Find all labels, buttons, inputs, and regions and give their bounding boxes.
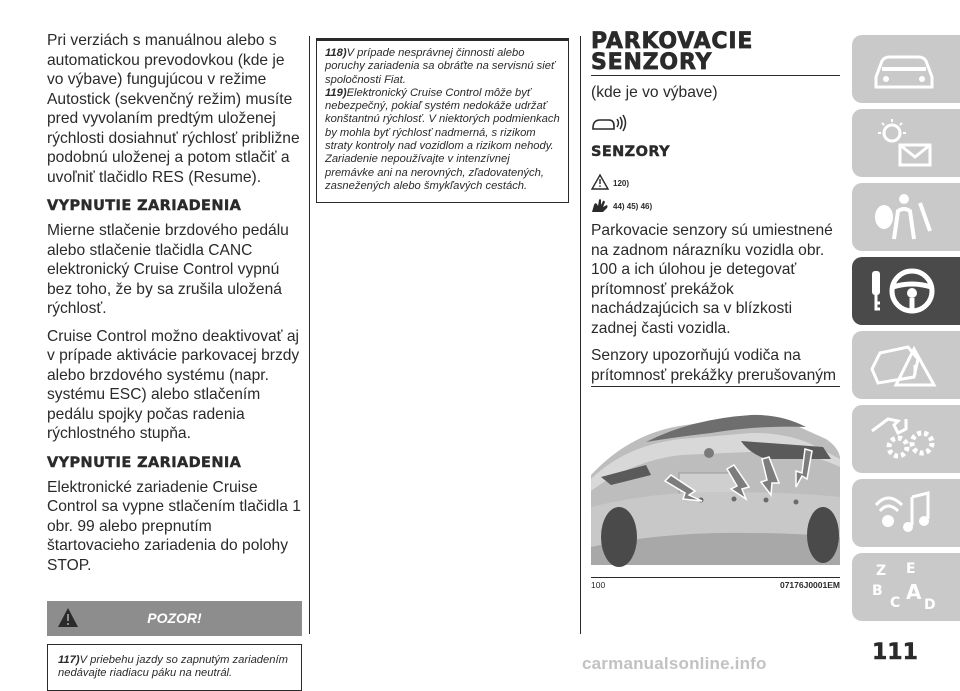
tab-starting-driving[interactable]	[852, 257, 960, 325]
svg-text:E: E	[906, 561, 916, 577]
warning-title: POZOR!	[147, 610, 202, 626]
tab-warning-lights[interactable]	[852, 109, 960, 177]
warning-lights-icon	[868, 117, 940, 169]
tab-maintenance[interactable]	[852, 405, 960, 473]
accident-icon	[868, 339, 940, 391]
watermark: carmanualsonline.info	[582, 654, 767, 673]
warning-triangle-icon	[591, 174, 609, 190]
tab-emergency[interactable]	[852, 331, 960, 399]
parking-sensor-icon	[591, 114, 840, 132]
chapter-tabs	[852, 35, 960, 627]
svg-text:Z: Z	[876, 563, 887, 579]
section-heading-deactivation-2: VYPNUTIE ZARIADENIA	[47, 454, 242, 471]
reference-row-2	[591, 193, 840, 213]
note-117-text: V priebehu jazdy so zapnutým zariadením nedávajte riadiacu páku na neutrál.	[58, 654, 288, 680]
index-letters-icon	[868, 561, 940, 613]
section-title-line-2: SENZORY	[591, 50, 713, 75]
svg-text:A: A	[906, 580, 922, 604]
left-column	[47, 31, 302, 691]
steering-wheel-key-icon	[868, 265, 940, 317]
svg-text:B: B	[872, 583, 883, 599]
paragraph-brake: Mierne stlačenie brzdového pedálu alebo stlačenie tlačidla CANC elektronický Cruise Control vypnú bez toho, že by sa zrušila uložená rýchlosť.	[47, 222, 289, 317]
availability-note: (kde je vo výbave)	[591, 84, 718, 101]
svg-text:D: D	[924, 597, 936, 613]
note-118-number: 118)	[325, 47, 347, 59]
section-title	[591, 31, 840, 73]
car-rear-illustration	[591, 387, 840, 577]
paragraph-deactivate: Cruise Control možno deaktivovať aj v prípade aktivácie parkovacej brzdy alebo brzdového systému (napr. systému ESC) alebo stlačením pedálu spojky počas radenia rýchlostného stupňa.	[47, 327, 300, 442]
column-divider-2	[580, 36, 581, 634]
note-117-number: 117)	[58, 654, 80, 666]
note-117-box	[47, 644, 302, 691]
figure-bottom-rule	[591, 577, 840, 578]
tab-car-overview[interactable]	[852, 35, 960, 103]
section-heading-deactivation-1: VYPNUTIE ZARIADENIA	[47, 198, 242, 214]
warning-bar	[47, 601, 302, 636]
figure-rear-bumper-sensors	[591, 386, 840, 578]
reference-numbers-2: 44) 45) 46)	[613, 202, 653, 211]
reference-row-1	[591, 170, 840, 190]
note-119	[325, 87, 560, 193]
note-119-text: Elektronický Cruise Control môže byť nebezpečný, pokiaľ systém nedokáže udržať konštantnú rýchlosť. V niektorých podmienkach by mohla byť rýchlosť nadmerná, s rizikom straty kontroly nad vozidlom a rizikom nehody. Zariadenie nepoužívajte v intenzívnej premávke ani na nerovných, zľadovatených, zasnežených alebo šmykľavých cestách.	[325, 86, 560, 192]
tab-safety[interactable]	[852, 183, 960, 251]
service-gears-icon	[868, 413, 940, 465]
car-icon	[868, 43, 940, 95]
paragraph-sensor-alerts: Senzory upozorňujú vodiča na prítomnosť prekážky prerušovaným	[591, 347, 837, 384]
page-number: 111	[872, 640, 918, 665]
figure-code: 07176J0001EM	[779, 580, 840, 590]
multimedia-icon	[868, 487, 940, 539]
section-title-line-1: PARKOVACIE	[591, 29, 754, 54]
note-117	[58, 654, 291, 681]
notes-118-119-box	[316, 38, 569, 203]
note-119-number: 119)	[325, 86, 347, 99]
paragraph-sensor-location: Parkovacie senzory sú umiestnené na zadnom nárazníku vozidla obr. 100 a ich úlohou je detegovať prítomnosť prekážok nachádzajúcich sa v blízkosti zadnej časti vozidla.	[591, 222, 833, 337]
airbag-person-icon	[868, 191, 940, 243]
middle-column	[316, 38, 569, 203]
tab-multimedia[interactable]	[852, 479, 960, 547]
column-divider-1	[309, 36, 310, 634]
svg-text:C: C	[890, 595, 901, 611]
note-118-text: V prípade nesprávnej činnosti alebo poruchy zariadenia sa obráťte na servisnú sieť spoločnosti Fiat.	[325, 47, 555, 86]
title-rule	[591, 75, 840, 76]
figure-number: 100	[591, 580, 606, 590]
subsection-heading-sensors: SENZORY	[591, 144, 670, 160]
paragraph-switch-off: Elektronické zariadenie Cruise Control sa vypne stlačením tlačidla 1 obr. 99 alebo prepnutím štartovacieho zariadenia do polohy STOP.	[47, 478, 301, 574]
note-118	[325, 47, 560, 87]
tab-index[interactable]	[852, 553, 960, 621]
intro-paragraph: Pri verziách s manuálnou alebo s automatickou prevodovkou (kde je vo výbave) fungujúcou v režime Autostick (sekvenčný režim) musíte pred vyvolaním predtým uloženej rýchlosti dosiahnuť rýchlosť približne podobnú uloženej a potom stlačiť a uvoľniť tlačidlo RES (Resume).	[47, 32, 300, 186]
reference-numbers-1: 120)	[613, 179, 630, 188]
caution-hand-icon	[591, 197, 609, 213]
